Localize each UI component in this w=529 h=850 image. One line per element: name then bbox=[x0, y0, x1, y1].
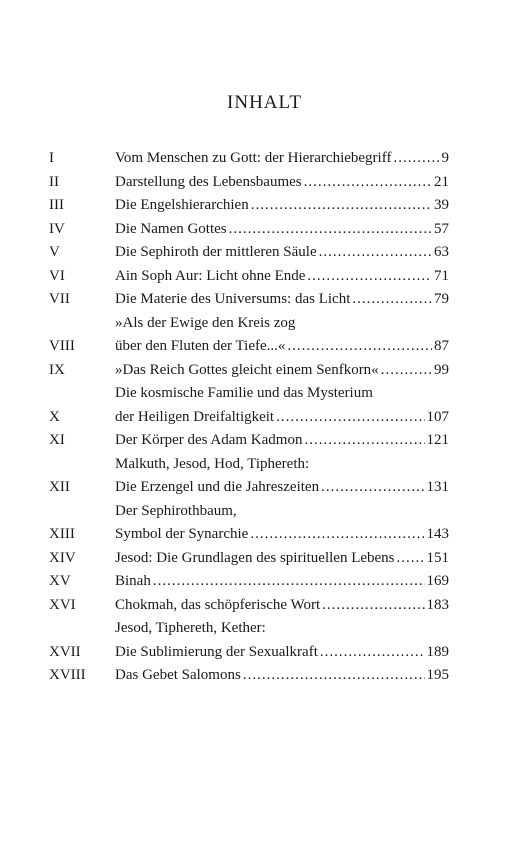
toc-chapter-number: I bbox=[49, 150, 54, 166]
toc-entry-title: über den Fluten der Tiefe...« bbox=[115, 338, 286, 354]
toc-entry-title: Die Sephiroth der mittleren Säule bbox=[115, 244, 317, 260]
toc-leader-dots bbox=[287, 335, 432, 359]
toc-entry-title: Das Gebet Salomons bbox=[115, 667, 241, 683]
toc-entry-title: Chokmah, das schöpferische Wort bbox=[115, 596, 321, 613]
toc-entry bbox=[49, 147, 449, 171]
toc-leader-dots bbox=[304, 171, 432, 195]
toc-page-number: 151 bbox=[426, 549, 449, 566]
toc-entry bbox=[49, 664, 449, 688]
toc-chapter-number: XVIII bbox=[49, 667, 86, 683]
toc-entry bbox=[49, 406, 449, 430]
toc-leader-dots bbox=[276, 406, 424, 430]
page-title: INHALT bbox=[227, 92, 302, 113]
toc-entry-line bbox=[115, 664, 449, 688]
toc-leader-dots bbox=[229, 218, 432, 242]
toc-page-number: 107 bbox=[426, 408, 449, 425]
toc-entry-title: Der Körper des Adam Kadmon bbox=[115, 432, 303, 448]
toc-chapter-number: III bbox=[49, 197, 64, 213]
toc-page-number: 71 bbox=[434, 267, 449, 284]
toc-chapter-number: VII bbox=[49, 291, 70, 307]
toc-entry-title: Vom Menschen zu Gott: der Hierarchiebegriff bbox=[115, 150, 392, 166]
toc-entry bbox=[49, 429, 449, 453]
toc-entry-line bbox=[115, 406, 449, 430]
toc-page-number: 57 bbox=[434, 220, 449, 237]
toc-entry-line bbox=[115, 218, 449, 242]
toc-entry-title: »Das Reich Gottes gleicht einem Senfkorn« bbox=[115, 361, 379, 378]
toc-entry bbox=[49, 570, 449, 594]
toc-leader-dots bbox=[307, 265, 432, 289]
toc-entry-title-line: Der Sephirothbaum, bbox=[115, 502, 237, 519]
toc-leader-dots bbox=[321, 476, 424, 500]
toc-entry bbox=[49, 194, 449, 218]
toc-leader-dots bbox=[322, 594, 424, 618]
toc-entry bbox=[49, 547, 449, 571]
toc-entry bbox=[49, 241, 449, 265]
toc-chapter-number: XVII bbox=[49, 643, 81, 660]
toc-leader-dots bbox=[250, 523, 424, 547]
toc-chapter-number: XV bbox=[49, 573, 71, 589]
toc-entry bbox=[49, 359, 449, 383]
toc-entry-line bbox=[115, 429, 449, 453]
toc-entry-title: Die Materie des Universums: das Licht bbox=[115, 291, 351, 307]
toc-chapter-number: XIV bbox=[49, 549, 76, 566]
toc-entry-title: Binah bbox=[115, 573, 151, 589]
toc-entry bbox=[49, 265, 449, 289]
toc-page-number: 143 bbox=[426, 526, 449, 542]
toc-leader-dots bbox=[304, 429, 424, 453]
toc-page-number: 39 bbox=[434, 197, 449, 213]
toc-continuation-line bbox=[49, 312, 449, 336]
toc-entry-line bbox=[115, 570, 449, 594]
toc-chapter-number: IX bbox=[49, 361, 65, 378]
toc-entry-title: Die Erzengel und die Jahreszeiten bbox=[115, 479, 320, 495]
toc-chapter-number: IV bbox=[49, 220, 65, 237]
toc-entry-line bbox=[115, 641, 449, 665]
toc-entry-line bbox=[115, 171, 449, 195]
toc-entry bbox=[49, 641, 449, 665]
toc-entry bbox=[49, 171, 449, 195]
toc-chapter-number: XI bbox=[49, 432, 65, 448]
toc-leader-dots bbox=[352, 288, 432, 312]
toc-entry-title: Ain Soph Aur: Licht ohne Ende bbox=[115, 267, 306, 284]
toc-page-number: 99 bbox=[434, 361, 449, 378]
toc-page-number: 21 bbox=[434, 173, 449, 190]
toc-entry-line bbox=[115, 241, 449, 265]
toc-entry-line bbox=[115, 523, 449, 547]
toc-continuation-line bbox=[49, 382, 449, 406]
toc-leader-dots bbox=[319, 241, 432, 265]
toc-leader-dots bbox=[381, 359, 432, 383]
toc-page-number: 189 bbox=[426, 643, 449, 660]
toc-entry-title: Die Sublimierung der Sexualkraft bbox=[115, 643, 318, 660]
toc-continuation-line bbox=[49, 453, 449, 477]
toc-entry-title: Die Namen Gottes bbox=[115, 220, 227, 237]
toc-leader-dots bbox=[243, 664, 425, 688]
toc-page-number: 87 bbox=[434, 338, 449, 354]
toc-continuation-line bbox=[49, 500, 449, 524]
toc-continuation-line bbox=[49, 617, 449, 641]
toc-entry-line bbox=[115, 476, 449, 500]
toc-page-number: 79 bbox=[434, 291, 449, 307]
toc-entry-title: Jesod: Die Grundlagen des spirituellen Lebens bbox=[115, 549, 395, 566]
toc-leader-dots bbox=[153, 570, 425, 594]
toc-entry-title-line: Jesod, Tiphereth, Kether: bbox=[115, 620, 266, 636]
table-of-contents bbox=[49, 147, 449, 688]
toc-entry bbox=[49, 288, 449, 312]
toc-page-number: 121 bbox=[426, 432, 449, 448]
toc-entry bbox=[49, 218, 449, 242]
toc-entry bbox=[49, 335, 449, 359]
toc-leader-dots bbox=[251, 194, 432, 218]
toc-chapter-number: II bbox=[49, 173, 59, 190]
toc-entry-line bbox=[115, 547, 449, 571]
toc-entry-line bbox=[115, 147, 449, 171]
toc-entry-title: Die Engelshierarchien bbox=[115, 197, 249, 213]
toc-entry-title: der Heiligen Dreifaltigkeit bbox=[115, 408, 275, 425]
toc-page-number: 63 bbox=[434, 244, 449, 260]
toc-entry-title-line: Malkuth, Jesod, Hod, Tiphereth: bbox=[115, 455, 310, 472]
toc-entry bbox=[49, 594, 449, 618]
toc-entry-line bbox=[115, 359, 449, 383]
toc-entry-line bbox=[115, 594, 449, 618]
toc-entry-title-line: Die kosmische Familie und das Mysterium bbox=[115, 385, 373, 401]
toc-leader-dots bbox=[393, 147, 439, 171]
toc-chapter-number: VI bbox=[49, 267, 65, 284]
toc-entry-title-line: »Als der Ewige den Kreis zog bbox=[115, 314, 296, 331]
toc-chapter-number: XIII bbox=[49, 526, 75, 542]
toc-chapter-number: VIII bbox=[49, 338, 75, 354]
toc-page-number: 169 bbox=[426, 573, 449, 589]
toc-chapter-number: XVI bbox=[49, 596, 76, 613]
toc-entry-line bbox=[115, 335, 449, 359]
toc-leader-dots bbox=[320, 641, 425, 665]
toc-page-number: 183 bbox=[426, 596, 449, 613]
toc-entry bbox=[49, 476, 449, 500]
toc-entry-line bbox=[115, 265, 449, 289]
toc-page-number: 131 bbox=[426, 479, 449, 495]
toc-leader-dots bbox=[397, 547, 425, 571]
toc-entry-title: Darstellung des Lebensbaumes bbox=[115, 173, 302, 190]
toc-entry bbox=[49, 523, 449, 547]
toc-chapter-number: V bbox=[49, 244, 60, 260]
toc-entry-line bbox=[115, 194, 449, 218]
toc-entry-line bbox=[115, 288, 449, 312]
toc-page-number: 9 bbox=[441, 150, 449, 166]
toc-chapter-number: XII bbox=[49, 479, 70, 495]
toc-page-number: 195 bbox=[426, 667, 449, 683]
toc-entry-title: Symbol der Synarchie bbox=[115, 526, 249, 542]
toc-chapter-number: X bbox=[49, 408, 60, 425]
